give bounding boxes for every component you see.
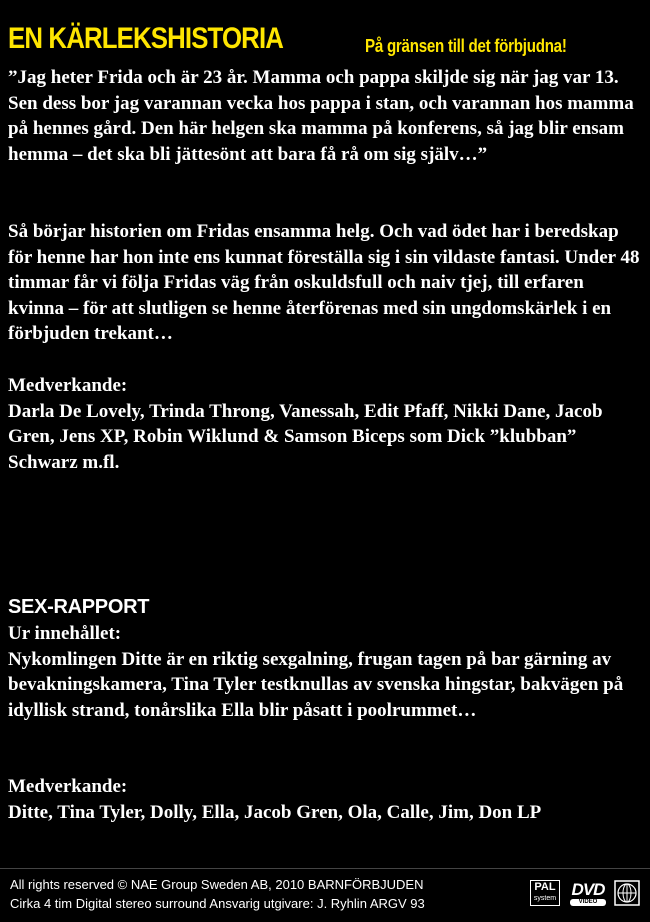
- cast-label: Medverkande:: [8, 375, 128, 396]
- cast-section-1: [8, 373, 644, 475]
- dvd-video-logo-icon: DVD VIDEO: [571, 880, 605, 905]
- rights-text: All rights reserved © NAE Group Sweden AB, 2010 BARNFÖRBJUDEN: [10, 877, 424, 892]
- story-summary: Så börjar historien om Fridas ensamma helg. Och vad ödet har i beredskap för henne har hon inte ens kunnat föreställa sig i sin vildaste fantasi. Under 48 timmar får vi följa Fridas väg från oskuldsfull och naiv tjej, till erfaren kvinna – för att slutligen se henne återförenas med sin ungdomskärlek i en förbjuden trekant…: [8, 221, 640, 345]
- cast-list: Ditte, Tina Tyler, Dolly, Ella, Jacob Gren, Ola, Calle, Jim, Don LP: [8, 801, 542, 823]
- cast-section-2: [8, 774, 644, 825]
- footer: [0, 868, 650, 922]
- intro-quote: ”Jag heter Frida och är 23 år. Mamma och pappa skiljde sig när jag var 13. Sen dess bor jag varannan vecka hos pappa i stan, och varannan hos mamma på hennes gård. Den här helgen ska mamma på konferens, så jag blir ensam hemma – det ska bli jättesönt att bara få rå om sig själv…”: [8, 67, 634, 165]
- page-title: EN KÄRLEKSHISTORIA: [8, 22, 284, 55]
- tagline: På gränsen till det förbjudna!: [365, 36, 567, 56]
- section-heading: SEX-RAPPORT: [8, 596, 150, 618]
- cast-list: Darla De Lovely, Trinda Throng, Vanessah, Edit Pfaff, Nikki Dane, Jacob Gren, Jens XP, Robin Wiklund & Samson Biceps som Dick ”klubban” Schwarz m.fl.: [8, 400, 603, 473]
- header: [8, 22, 644, 56]
- contents-text: Nykomlingen Ditte är en riktig sexgalning, frugan tagen på bar gärning av bevakningskamera, Tina Tyler testknullas av svenska hingstar, bakvägen på idyllisk strand, tonårslika Ella blir påsatt i poolrummet…: [8, 648, 624, 721]
- region-globe-icon: [614, 880, 640, 906]
- contents-section: [8, 621, 644, 723]
- info-text: Cirka 4 tim Digital stereo surround Ansvarig utgivare: J. Ryhlin ARGV 93: [10, 896, 425, 911]
- pal-system-icon: PAL system: [530, 880, 560, 906]
- contents-label: Ur innehållet:: [8, 623, 122, 644]
- cast-label: Medverkande:: [8, 776, 128, 797]
